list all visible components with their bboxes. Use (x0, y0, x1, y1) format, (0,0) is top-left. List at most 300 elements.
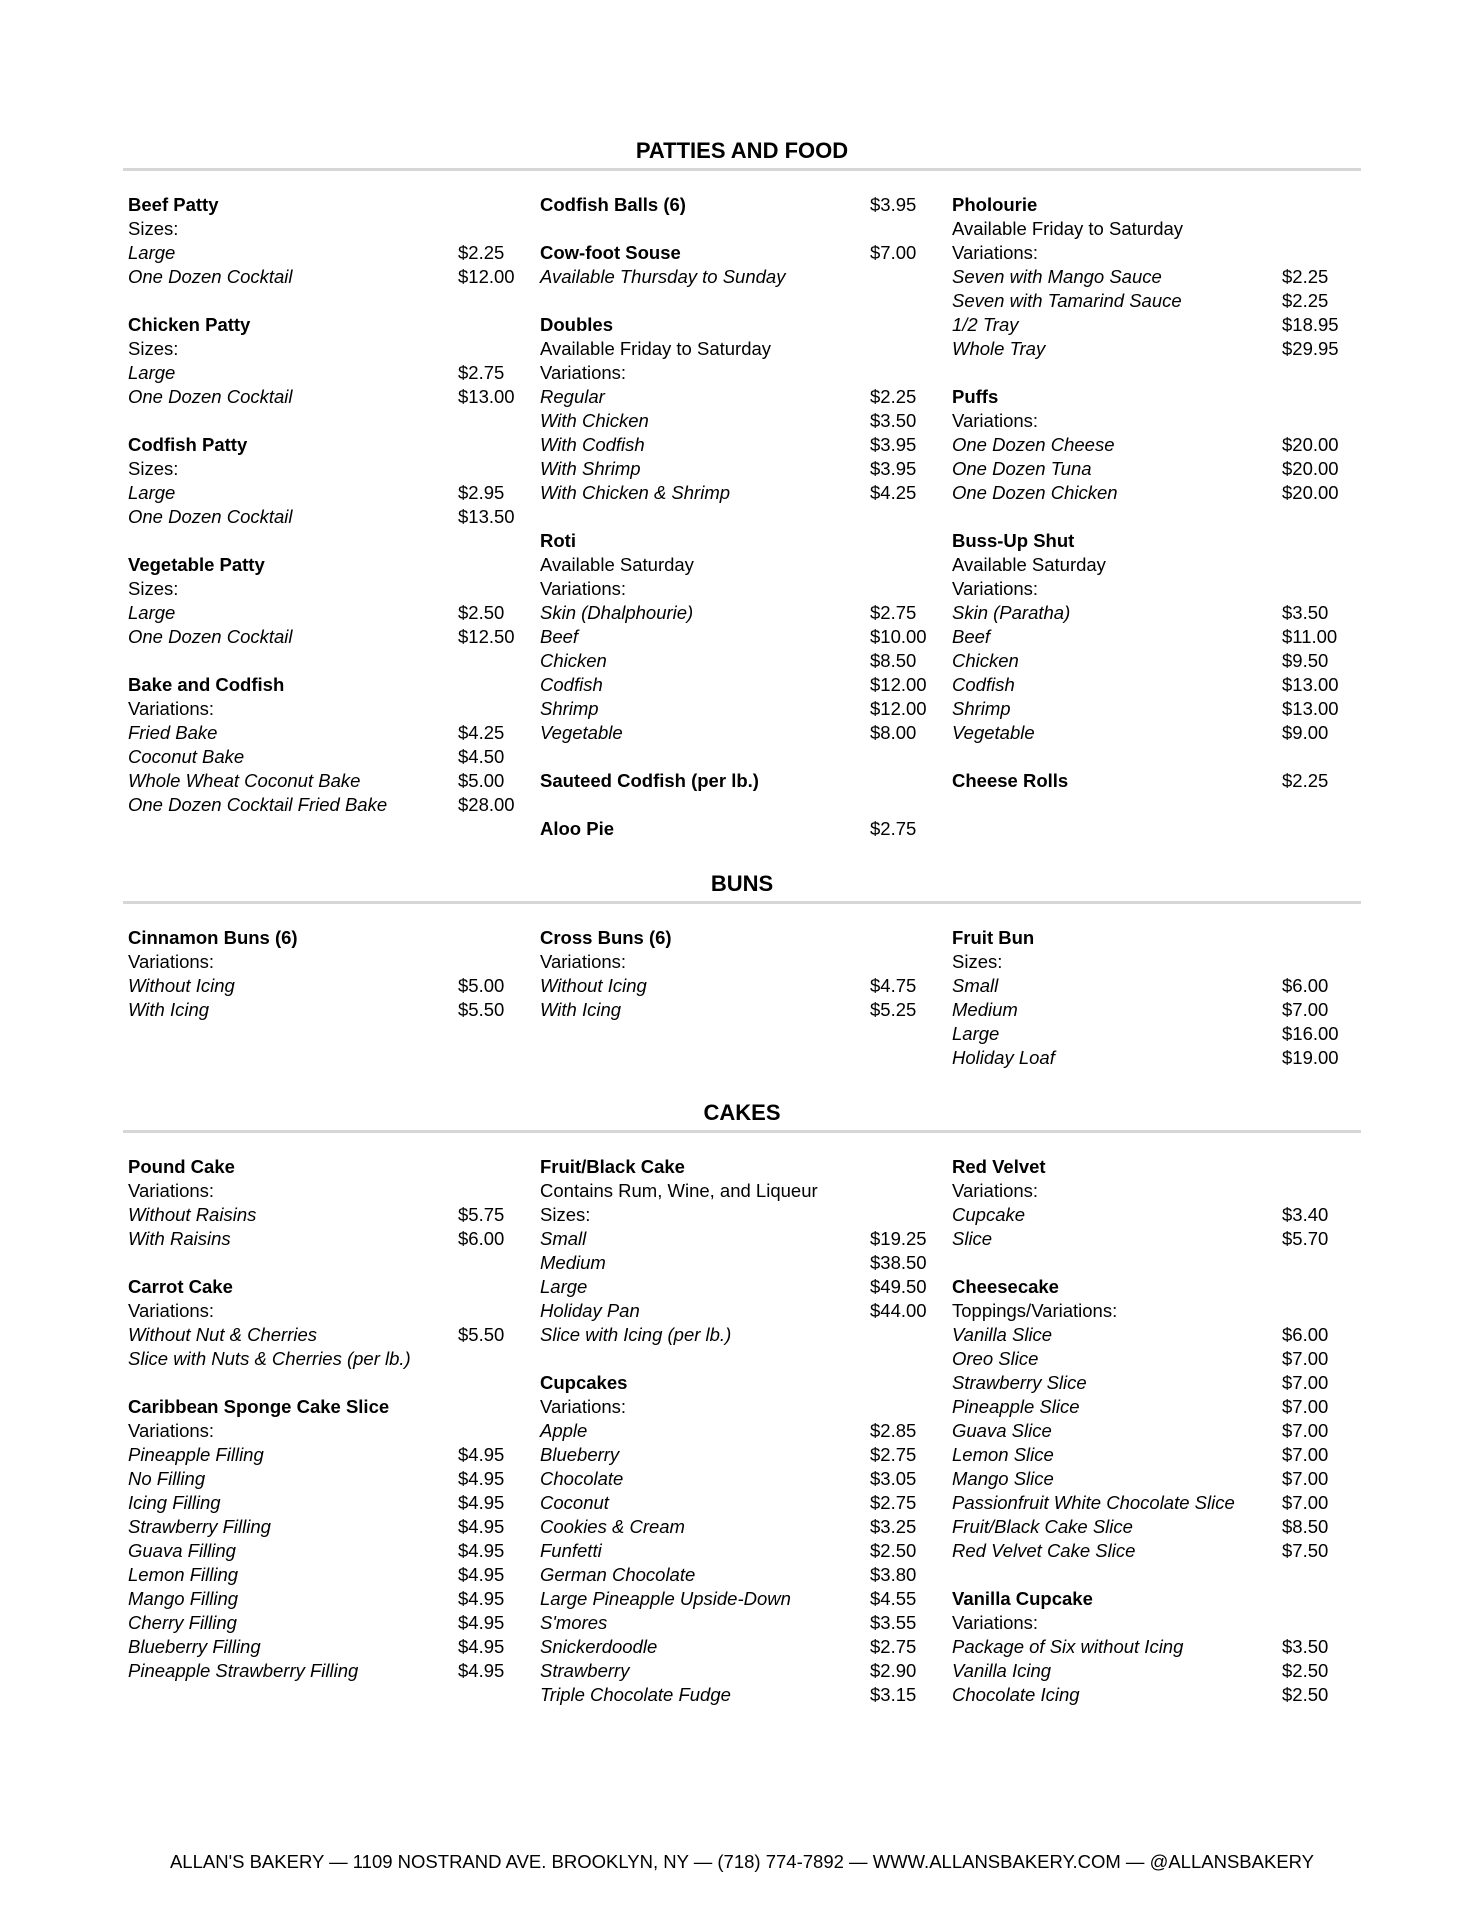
price-option-row (128, 1491, 528, 1515)
option-price: $7.00 (1282, 1492, 1329, 1513)
item-name: Bake and Codfish (128, 674, 285, 695)
option-label: Whole Wheat Coconut Bake (128, 770, 361, 791)
option-label: Shrimp (540, 698, 599, 719)
menu-item-aloo-pie (540, 817, 940, 841)
option-label: Fruit/Black Cake Slice (952, 1516, 1133, 1537)
item-detail-row (128, 1419, 528, 1443)
detail-text: Contains Rum, Wine, and Liqueur (540, 1180, 818, 1201)
option-label: Strawberry (540, 1660, 630, 1681)
option-label: Holiday Pan (540, 1300, 640, 1321)
option-label: Without Icing (540, 975, 647, 996)
menu-item-cupcakes (540, 1371, 940, 1707)
option-price: $12.50 (458, 626, 515, 647)
price-option-row (952, 601, 1352, 625)
option-price: $2.25 (458, 242, 505, 263)
option-label: Funfetti (540, 1540, 602, 1561)
price-option-row (540, 1563, 940, 1587)
item-name: Cupcakes (540, 1372, 628, 1393)
price-option-row (952, 337, 1352, 361)
item-name: Fruit/Black Cake (540, 1156, 685, 1177)
item-name: Pholourie (952, 194, 1038, 215)
detail-text: Variations: (540, 1396, 627, 1417)
price-option-row (128, 769, 528, 793)
price-option-row (540, 601, 940, 625)
item-detail-row (128, 1347, 528, 1371)
option-price: $3.95 (870, 434, 917, 455)
detail-text: Available Thursday to Sunday (540, 266, 786, 287)
option-label: Vanilla Icing (952, 1660, 1052, 1681)
price-option-row (952, 673, 1352, 697)
option-price: $12.00 (870, 674, 927, 695)
option-label: 1/2 Tray (952, 314, 1019, 335)
option-price: $2.75 (870, 602, 917, 623)
item-name-row (952, 1587, 1352, 1611)
item-detail-row (952, 1611, 1352, 1635)
option-label: Blueberry (540, 1444, 620, 1465)
option-price: $5.75 (458, 1204, 505, 1225)
option-label: With Chicken (540, 410, 649, 431)
option-label: Slice (952, 1228, 993, 1249)
item-name-row (540, 529, 940, 553)
price-option-row (540, 1659, 940, 1683)
menu-item-cinnamon-buns-6 (128, 926, 528, 1022)
option-label: One Dozen Cocktail (128, 626, 293, 647)
option-price: $3.50 (1282, 602, 1329, 623)
price-option-row (128, 505, 528, 529)
detail-text: Variations: (128, 1300, 215, 1321)
option-price: $3.50 (1282, 1636, 1329, 1657)
option-label: Medium (952, 999, 1018, 1020)
item-name-row (540, 313, 940, 337)
option-label: Guava Filling (128, 1540, 236, 1561)
option-label: Large (128, 602, 176, 623)
option-label: Cookies & Cream (540, 1516, 685, 1537)
price-option-row (128, 974, 528, 998)
option-label: Strawberry Slice (952, 1372, 1087, 1393)
price-option-row (128, 1467, 528, 1491)
price-option-row (540, 1587, 940, 1611)
option-label: Mango Filling (128, 1588, 239, 1609)
item-detail-row (128, 457, 528, 481)
menu-column (952, 1155, 1352, 1731)
option-label: Holiday Loaf (952, 1047, 1055, 1068)
option-price: $3.95 (870, 458, 917, 479)
price-option-row (952, 1467, 1352, 1491)
item-detail-row (952, 950, 1352, 974)
item-detail-row (952, 577, 1352, 601)
option-price: $2.90 (870, 1660, 917, 1681)
option-price: $8.50 (870, 650, 917, 671)
price-option-row (952, 1539, 1352, 1563)
option-price: $3.80 (870, 1564, 917, 1585)
menu-item-fruit-bun (952, 926, 1352, 1070)
item-detail-row (540, 337, 940, 361)
option-label: Passionfruit White Chocolate Slice (952, 1492, 1235, 1513)
price-option-row (540, 625, 940, 649)
option-price: $4.50 (458, 746, 505, 767)
detail-text: Available Friday to Saturday (540, 338, 772, 359)
option-price: $18.95 (1282, 314, 1339, 335)
detail-text: Sizes: (128, 578, 179, 599)
price-option-row (128, 1587, 528, 1611)
option-label: Package of Six without Icing (952, 1636, 1184, 1657)
price-option-row (128, 1203, 528, 1227)
option-price: $19.00 (1282, 1047, 1339, 1068)
option-label: Chicken (952, 650, 1019, 671)
price-option-row (540, 649, 940, 673)
price-option-row (540, 697, 940, 721)
footer-contact: ALLAN'S BAKERY — 1109 NOSTRAND AVE. BROOKLYN, NY — (718) 774-7892 — WWW.ALLANSBAKERY.COM — @ALLANSBAKERY (169, 1851, 1315, 1872)
item-name: Red Velvet (952, 1156, 1046, 1177)
option-price: $3.55 (870, 1612, 917, 1633)
price-option-row (540, 721, 940, 745)
item-name: Doubles (540, 314, 613, 335)
option-price: $7.00 (1282, 1444, 1329, 1465)
option-label: One Dozen Cocktail (128, 386, 293, 407)
option-label: With Icing (540, 999, 622, 1020)
option-label: With Chicken & Shrimp (540, 482, 731, 503)
price-option-row (952, 1635, 1352, 1659)
option-price: $4.75 (870, 975, 917, 996)
option-label: No Filling (128, 1468, 206, 1489)
option-label: Vanilla Slice (952, 1324, 1053, 1345)
item-name-row (952, 1155, 1352, 1179)
option-label: Without Icing (128, 975, 235, 996)
option-label: Coconut (540, 1492, 609, 1513)
option-price: $12.00 (870, 698, 927, 719)
option-label: With Shrimp (540, 458, 641, 479)
option-price: $44.00 (870, 1300, 927, 1321)
detail-text: Available Friday to Saturday (952, 218, 1184, 239)
price-option-row (952, 313, 1352, 337)
option-price: $4.95 (458, 1540, 505, 1561)
price-option-row (128, 361, 528, 385)
item-name: Cheese Rolls (952, 770, 1069, 791)
price-option-row (128, 793, 528, 817)
option-label: Chocolate (540, 1468, 624, 1489)
option-label: German Chocolate (540, 1564, 696, 1585)
option-price: $3.25 (870, 1516, 917, 1537)
detail-text: Variations: (128, 1420, 215, 1441)
item-detail-row (128, 697, 528, 721)
item-detail-row (540, 361, 940, 385)
option-label: Mango Slice (952, 1468, 1054, 1489)
price-option-row (540, 1443, 940, 1467)
option-label: Small (540, 1228, 587, 1249)
option-price: $2.95 (458, 482, 505, 503)
option-label: One Dozen Chicken (952, 482, 1118, 503)
option-label: Chocolate Icing (952, 1684, 1080, 1705)
detail-text: Slice with Nuts & Cherries (per lb.) (128, 1348, 411, 1369)
menu-column (540, 193, 940, 865)
menu-item-buss-up-shut (952, 529, 1352, 745)
item-detail-row (540, 265, 940, 289)
price-option-row (952, 1515, 1352, 1539)
section-title: BUNS (710, 871, 774, 896)
item-name-row (128, 1155, 528, 1179)
price-option-row (540, 1683, 940, 1707)
option-price: $16.00 (1282, 1023, 1339, 1044)
price-option-row (128, 1635, 528, 1659)
item-detail-row (128, 1299, 528, 1323)
item-name-row (540, 193, 940, 217)
menu-item-doubles (540, 313, 940, 505)
section-divider (123, 168, 1361, 171)
detail-text: Sizes: (952, 951, 1003, 972)
option-price: $4.95 (458, 1612, 505, 1633)
option-price: $13.50 (458, 506, 515, 527)
option-label: Apple (540, 1420, 588, 1441)
option-price: $10.00 (870, 626, 927, 647)
option-price: $2.50 (1282, 1684, 1329, 1705)
price-option-row (540, 1227, 940, 1251)
detail-text: Variations: (952, 1612, 1039, 1633)
option-price: $4.55 (870, 1588, 917, 1609)
option-label: Without Nut & Cherries (128, 1324, 318, 1345)
item-detail-row (540, 1179, 940, 1203)
price-option-row (540, 1251, 940, 1275)
option-price: $29.95 (1282, 338, 1339, 359)
option-price: $8.00 (870, 722, 917, 743)
item-name: Codfish Patty (128, 434, 248, 455)
option-price: $20.00 (1282, 434, 1339, 455)
menu-item-codfish-patty (128, 433, 528, 529)
option-label: Pineapple Strawberry Filling (128, 1660, 359, 1681)
option-label: Large (128, 242, 176, 263)
detail-text: Variations: (952, 1180, 1039, 1201)
option-label: Icing Filling (128, 1492, 221, 1513)
item-name: Carrot Cake (128, 1276, 233, 1297)
option-price: $5.50 (458, 999, 505, 1020)
item-name: Buss-Up Shut (952, 530, 1075, 551)
option-price: $4.95 (458, 1492, 505, 1513)
menu-item-puffs (952, 385, 1352, 505)
price-option-row (952, 1227, 1352, 1251)
menu-item-pound-cake (128, 1155, 528, 1251)
price-option-row (952, 721, 1352, 745)
option-label: One Dozen Cocktail Fried Bake (128, 794, 388, 815)
item-name: Vegetable Patty (128, 554, 265, 575)
menu-column (540, 926, 940, 1046)
menu-item-cheese-rolls (952, 769, 1352, 793)
price-option-row (952, 289, 1352, 313)
option-label: Triple Chocolate Fudge (540, 1684, 731, 1705)
menu-column (952, 926, 1352, 1094)
item-name: Chicken Patty (128, 314, 251, 335)
price-option-row (128, 1443, 528, 1467)
detail-text: Sizes: (540, 1204, 591, 1225)
item-detail-row (952, 409, 1352, 433)
menu-item-cow-foot-souse (540, 241, 940, 289)
detail-text: Variations: (952, 578, 1039, 599)
item-name: Cheesecake (952, 1276, 1059, 1297)
menu-item-codfish-balls-6 (540, 193, 940, 217)
menu-item-cheesecake (952, 1275, 1352, 1563)
section-title: PATTIES AND FOOD (635, 138, 849, 163)
option-price: $7.00 (1282, 1468, 1329, 1489)
price-option-row (952, 974, 1352, 998)
price-option-row (128, 241, 528, 265)
option-price: $7.00 (1282, 999, 1329, 1020)
item-name-row (952, 193, 1352, 217)
menu-item-caribbean-sponge-cake-slice (128, 1395, 528, 1683)
option-price: $5.50 (458, 1324, 505, 1345)
price-option-row (952, 1203, 1352, 1227)
option-label: Snickerdoodle (540, 1636, 658, 1657)
option-label: Cupcake (952, 1204, 1026, 1225)
item-name-row (952, 529, 1352, 553)
option-price: $4.95 (458, 1468, 505, 1489)
price-option-row (952, 1395, 1352, 1419)
option-label: Pineapple Filling (128, 1444, 264, 1465)
option-label: With Codfish (540, 434, 645, 455)
option-label: One Dozen Cocktail (128, 506, 293, 527)
option-label: One Dozen Tuna (952, 458, 1092, 479)
option-label: Cherry Filling (128, 1612, 237, 1633)
option-label: Small (952, 975, 999, 996)
option-price: $12.00 (458, 266, 515, 287)
item-name: Caribbean Sponge Cake Slice (128, 1396, 390, 1417)
price-option-row (952, 433, 1352, 457)
option-price: $2.75 (870, 1492, 917, 1513)
menu-column (128, 193, 528, 841)
price-option-row (540, 481, 940, 505)
option-price: $28.00 (458, 794, 515, 815)
option-label: Vegetable (540, 722, 623, 743)
detail-text: Slice with Icing (per lb.) (540, 1324, 732, 1345)
option-label: Large (128, 482, 176, 503)
menu-item-vanilla-cupcake (952, 1587, 1352, 1707)
item-detail-row (540, 950, 940, 974)
price-option-row (128, 1227, 528, 1251)
price-option-row (952, 1491, 1352, 1515)
option-price: $20.00 (1282, 458, 1339, 479)
price-option-row (128, 1515, 528, 1539)
item-name-row (128, 1275, 528, 1299)
option-price: $5.70 (1282, 1228, 1329, 1249)
item-name: Roti (540, 530, 576, 551)
section-cakes (0, 1100, 1484, 1126)
price-option-row (952, 625, 1352, 649)
option-label: Without Raisins (128, 1204, 257, 1225)
item-name-row (128, 673, 528, 697)
option-price: $49.50 (870, 1276, 927, 1297)
option-price: $6.00 (1282, 975, 1329, 996)
detail-text: Sizes: (128, 218, 179, 239)
price-option-row (128, 265, 528, 289)
price-option-row (128, 1323, 528, 1347)
item-detail-row (952, 1299, 1352, 1323)
price-option-row (952, 649, 1352, 673)
price-option-row (128, 998, 528, 1022)
section-title: CAKES (703, 1100, 781, 1125)
item-name: Beef Patty (128, 194, 219, 215)
option-price: $2.85 (870, 1420, 917, 1441)
option-label: S'mores (540, 1612, 608, 1633)
item-name-row (128, 313, 528, 337)
option-price: $7.00 (1282, 1348, 1329, 1369)
option-label: One Dozen Cocktail (128, 266, 293, 287)
detail-text: Variations: (540, 578, 627, 599)
price-option-row (540, 1299, 940, 1323)
item-detail-row (128, 217, 528, 241)
option-price: $3.05 (870, 1468, 917, 1489)
option-price: $2.50 (870, 1540, 917, 1561)
price-option-row (952, 697, 1352, 721)
price-option-row (540, 673, 940, 697)
option-price: $38.50 (870, 1252, 927, 1273)
detail-text: Sizes: (128, 338, 179, 359)
option-price: $4.95 (458, 1516, 505, 1537)
menu-item-vegetable-patty (128, 553, 528, 649)
menu-column (540, 1155, 940, 1731)
option-label: Seven with Mango Sauce (952, 266, 1162, 287)
item-detail-row (540, 577, 940, 601)
menu-item-pholourie (952, 193, 1352, 361)
option-price: $7.00 (1282, 1372, 1329, 1393)
item-name-row (128, 1395, 528, 1419)
item-detail-row (540, 1203, 940, 1227)
option-label: Pineapple Slice (952, 1396, 1080, 1417)
item-name-row (128, 433, 528, 457)
price-option-row (540, 1611, 940, 1635)
price-option-row (952, 1323, 1352, 1347)
option-price: $2.25 (1282, 290, 1329, 311)
option-label: Beef (540, 626, 579, 647)
price-option-row (952, 998, 1352, 1022)
option-price: $11.00 (1282, 626, 1338, 647)
option-price: $4.95 (458, 1636, 505, 1657)
option-price: $2.25 (1282, 266, 1329, 287)
item-name: Cow-foot Souse (540, 242, 681, 263)
option-label: One Dozen Cheese (952, 434, 1115, 455)
item-name-row (540, 1155, 940, 1179)
option-price: $2.25 (870, 386, 917, 407)
item-name-row (128, 926, 528, 950)
item-detail-row (128, 1179, 528, 1203)
option-label: With Raisins (128, 1228, 231, 1249)
option-price: $9.00 (1282, 722, 1329, 743)
option-label: Codfish (540, 674, 603, 695)
option-price: $8.50 (1282, 1516, 1329, 1537)
item-name-row (952, 769, 1352, 793)
item-name: Cross Buns (6) (540, 927, 672, 948)
option-price: $4.25 (870, 482, 917, 503)
price-option-row (540, 1635, 940, 1659)
item-price: $3.95 (870, 194, 917, 215)
detail-text: Variations: (952, 242, 1039, 263)
item-name: Pound Cake (128, 1156, 235, 1177)
price-option-row (540, 457, 940, 481)
detail-text: Variations: (128, 951, 215, 972)
option-label: Codfish (952, 674, 1015, 695)
item-price: $7.00 (870, 242, 917, 263)
option-price: $4.95 (458, 1564, 505, 1585)
item-detail-row (952, 553, 1352, 577)
price-option-row (952, 457, 1352, 481)
option-price: $2.75 (458, 362, 505, 383)
detail-text: Variations: (128, 698, 215, 719)
menu-item-carrot-cake (128, 1275, 528, 1371)
price-option-row (128, 625, 528, 649)
price-option-row (952, 1347, 1352, 1371)
price-option-row (128, 1539, 528, 1563)
option-price: $4.95 (458, 1660, 505, 1681)
detail-text: Available Saturday (952, 554, 1106, 575)
item-name-row (128, 193, 528, 217)
menu-column (128, 926, 528, 1046)
option-price: $2.75 (870, 1636, 917, 1657)
